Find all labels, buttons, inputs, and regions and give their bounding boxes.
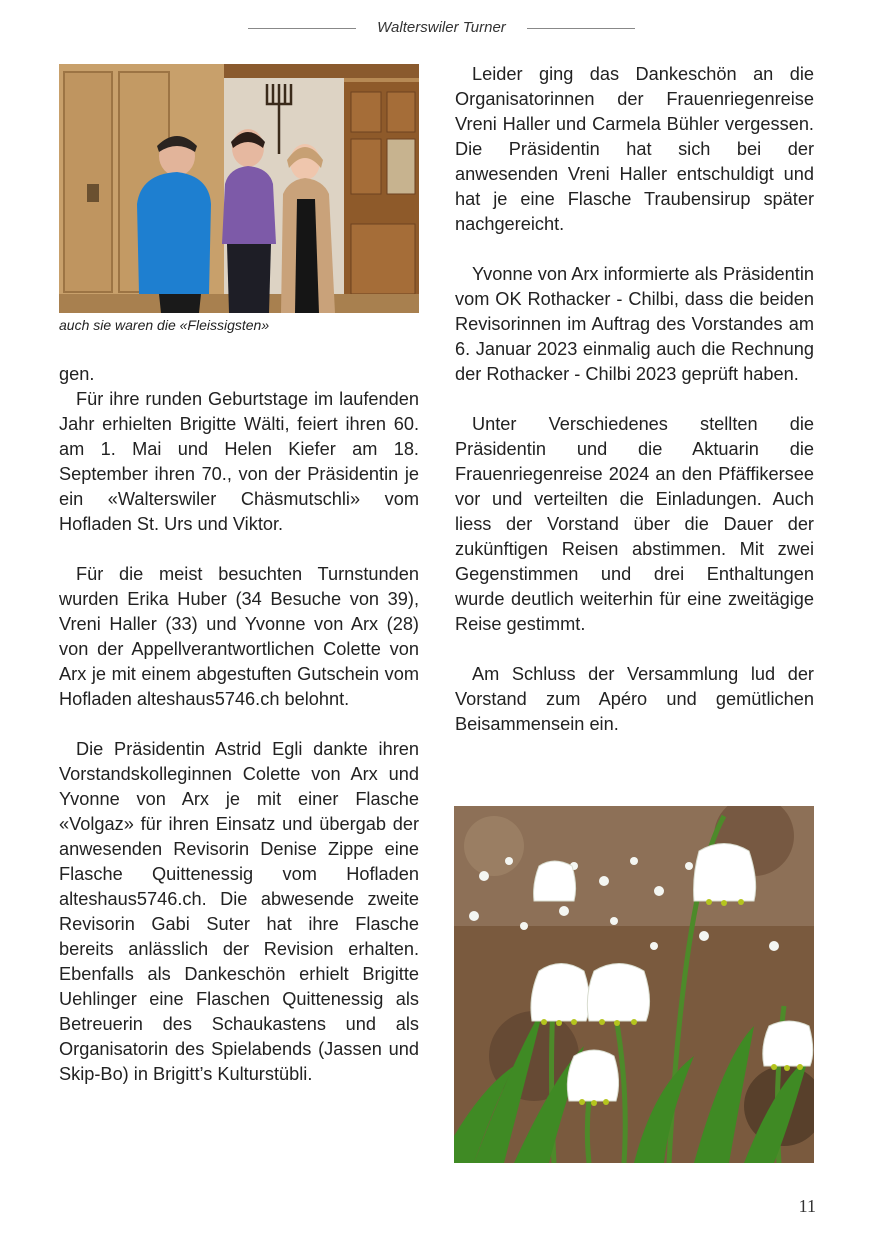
- left-text-column: [59, 362, 419, 1087]
- paragraph: Unter Verschiedenes stellten die Präsidentin und die Aktuarin die Frauenriegenreise 2024 an den Pfäffikersee vor und verteilten die Einladungen. Auch liess der Vorstand über die Dauer der zukünftigen Reisen abstimmen. Mit zwei Gegenstimmen und drei Enthaltungen wurde deutlich weiterhin für eine zweitägige Reise gestimmt.: [455, 414, 814, 634]
- paragraph: Yvonne von Arx informierte als Präsidentin vom OK Rothacker - Chilbi, dass die beiden Revisorinnen im Auftrag des Vorstandes am 6. Januar 2023 einmalig auch die Rechnung der Rothacker - Chilbi 2023 geprüft haben.: [455, 264, 814, 384]
- header-rule-left: [248, 28, 356, 29]
- header-rule-right: [527, 28, 635, 29]
- paragraph: Die Präsidentin Astrid Egli dankte ihren Vorstandskolleginnen Colette von Arx und Yvonne von Arx je mit einer Flasche «Volgaz» für ihren Einsatz und übergab der anwesenden Revisorin Denise Zippe eine Flasche Quittenessig vom Hofladen alteshaus5746.ch. Die abwesende zweite Revisorin Gabi Suter hat ihre Flasche bereits anlässlich der Revision erhalten. Ebenfalls als Dankeschön erhielt Brigitte Uehlinger eine Flaschen Quittenessig als Betreuerin des Schaukastens und als Organisatorin des Spielabends (Jassen und Skip-Bo) in Brigitt’s Kulturstübli.: [59, 739, 419, 1084]
- photo-spring-flowers: [454, 806, 814, 1163]
- header-title: Walterswiler Turner: [377, 19, 506, 36]
- paragraph: gen.: [59, 364, 95, 384]
- photo-three-women: [59, 64, 419, 313]
- right-text-column: [455, 62, 814, 737]
- paragraph: Für die meist besuchten Turnstunden wurden Erika Huber (34 Besuche von 39), Vreni Haller (33) und Yvonne von Arx (28) von der Appellverantwortlichen Colette von Arx je mit einem abgestuften Gutschein vom Hofladen alteshaus5746.ch belohnt.: [59, 564, 419, 709]
- running-header: [0, 18, 875, 40]
- paragraph: Am Schluss der Versammlung lud der Vorstand zum Apéro und gemütlichen Beisammensein ein.: [455, 664, 814, 734]
- photo-caption: auch sie waren die «Fleissigsten»: [59, 317, 270, 333]
- paragraph: Für ihre runden Geburtstage im laufenden Jahr erhielten Brigitte Wälti, feiert ihren 60. am 1. Mai und Helen Kiefer am 18. September ihren 70., von der Präsidentin je ein «Walterswiler Chäsmutschli» vom Hofladen St. Urs und Viktor.: [59, 389, 419, 534]
- paragraph: Leider ging das Dankeschön an die Organisatorinnen der Frauenriegenreise Vreni Haller und Carmela Bühler vergessen. Die Präsidentin hat sich bei der anwesenden Vreni Haller entschuldigt und hat je eine Flasche Traubensirup später nachgereicht.: [455, 64, 814, 234]
- page-number: 11: [798, 1196, 816, 1216]
